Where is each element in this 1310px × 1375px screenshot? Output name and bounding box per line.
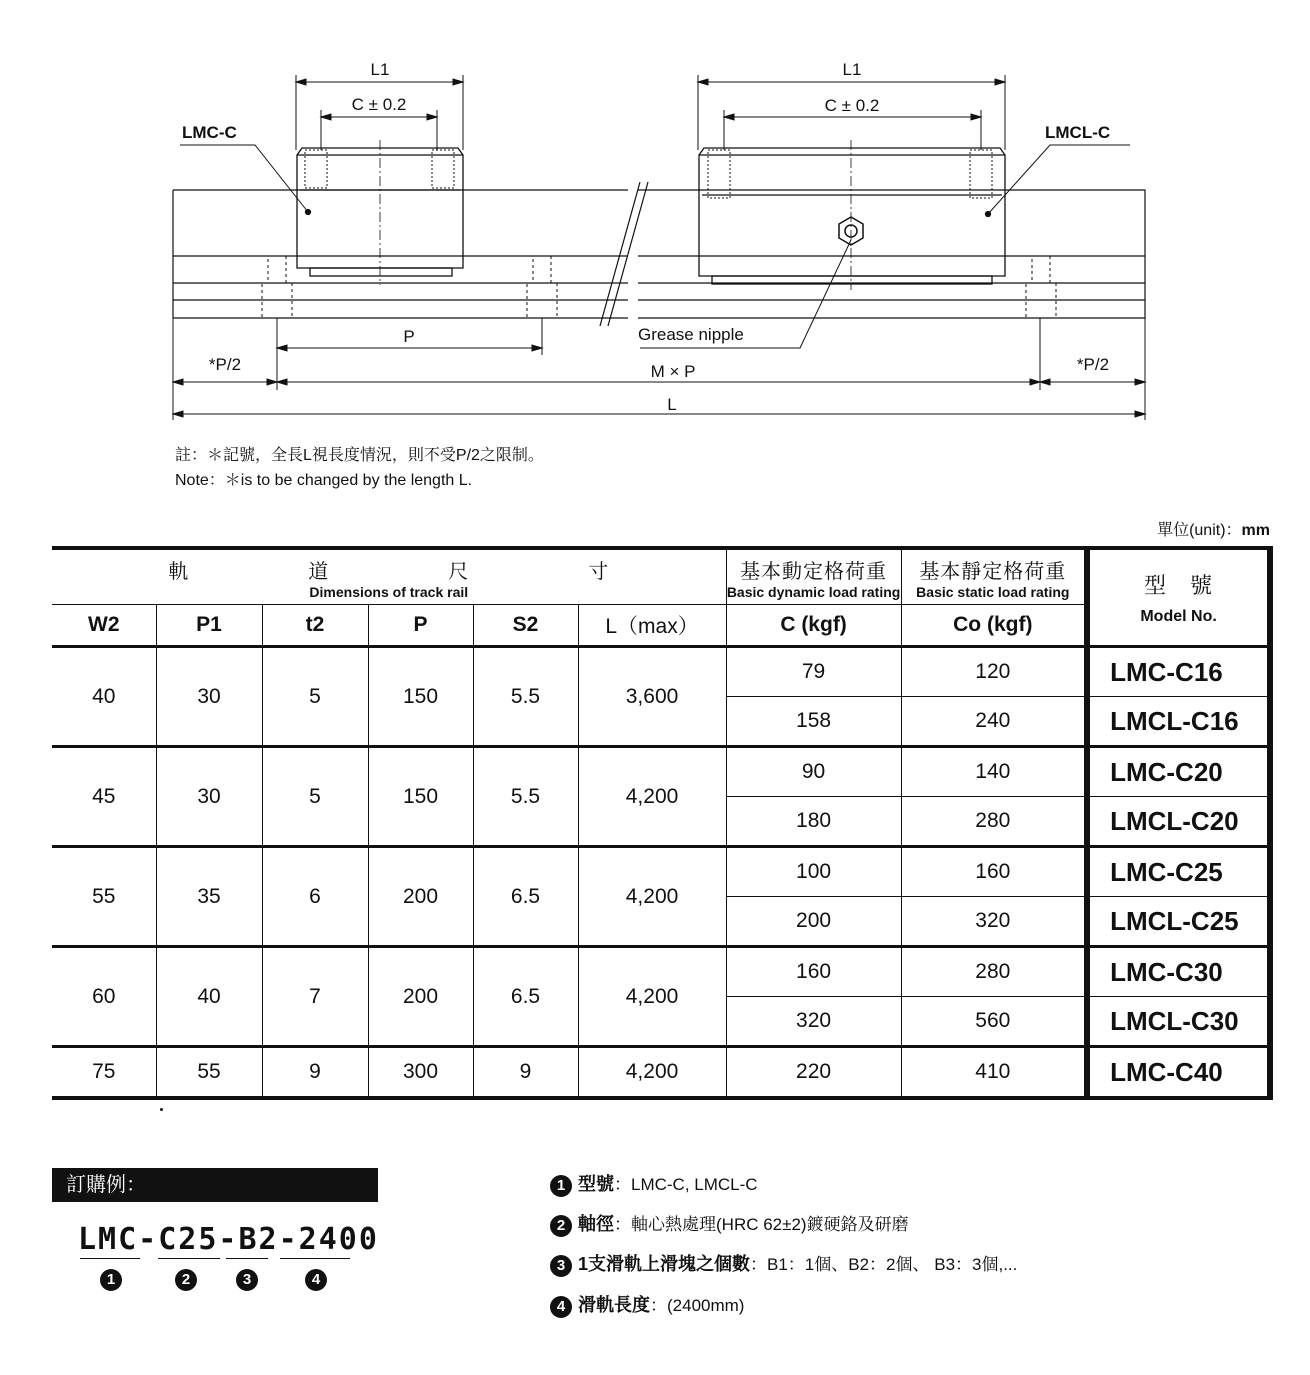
legend-item-2 [550,1210,909,1237]
code-underline-2 [158,1258,220,1259]
cell-s2: 9 [473,1047,578,1099]
block-lmc-c [297,140,463,285]
code-underline-3 [226,1258,268,1259]
cell-c: 158 [726,697,901,747]
dim-cn-2: 道 [308,560,330,583]
cell-c: 160 [726,947,901,997]
marker-2: 2 [175,1269,197,1291]
col-w2: W2 [52,605,156,647]
header-static [901,548,1087,605]
cell-c: 100 [726,847,901,897]
label-p-half-left: *P/2 [208,355,242,374]
cell-t2: 6 [262,847,368,947]
order-example-code: LMC-C25-B2-2400 [78,1222,379,1257]
rail-holes [262,256,1056,318]
cell-p: 150 [368,747,473,847]
legend-label-2: 軸徑 [578,1214,614,1234]
table-row [52,647,1270,697]
cell-model: LMC-C20 [1087,747,1270,797]
cell-co: 120 [901,647,1087,697]
cell-p: 200 [368,847,473,947]
unit-text: 單位(unit)： [1157,522,1242,539]
header-model [1087,548,1270,647]
col-p: P [368,605,473,647]
cell-co: 240 [901,697,1087,747]
cell-p1: 30 [156,747,262,847]
legend-item-3 [550,1250,1017,1277]
col-co: Co (kgf) [901,605,1087,647]
header-stat-cn: 基本靜定格荷重 [919,560,1067,583]
table-row [52,847,1270,897]
cell-w2: 60 [52,947,156,1047]
legend-item-1 [550,1170,758,1197]
legend-label-4: 滑軌長度 [578,1295,650,1315]
marker-3: 3 [236,1269,258,1291]
legend-text-1: ：LMC-C, LMCL-C [614,1175,758,1194]
stray-dot [160,1108,163,1111]
label-p-half-right: *P/2 [1076,355,1110,374]
cell-model: LMCL-C20 [1087,797,1270,847]
legend-marker-3: 3 [550,1255,572,1277]
legend-label-3: 1支滑軌上滑塊之個數 [578,1254,751,1274]
header-stat-en: Basic static load rating [916,583,1070,600]
cell-c: 90 [726,747,901,797]
cell-p1: 35 [156,847,262,947]
cell-p: 300 [368,1047,473,1099]
label-m-x-p: M × P [650,362,696,381]
note-en: Note：＊is to be changed by the length L. [175,472,473,489]
note-zh: 註：＊記號，全長L視長度情況，則不受P/2之限制。 [175,447,544,464]
cell-co: 140 [901,747,1087,797]
cell-w2: 45 [52,747,156,847]
header-model-cn: 型 號 [1144,573,1214,598]
dim-cn-1: 軌 [168,560,190,583]
legend-marker-1: 1 [550,1175,572,1197]
table-row [52,947,1270,997]
unit-label [1157,517,1270,540]
order-example-label: 訂購例： [52,1168,378,1202]
legend-text-2: ：軸心熱處理(HRC 62±2)鍍硬鉻及研磨 [614,1215,909,1234]
header-dim-en: Dimensions of track rail [309,583,469,600]
cell-s2: 6.5 [473,847,578,947]
label-l1-right: L1 [842,60,862,79]
cell-model: LMCL-C25 [1087,897,1270,947]
cell-model: LMC-C40 [1087,1047,1270,1099]
cell-lmax: 4,200 [578,1047,726,1099]
cell-s2: 6.5 [473,947,578,1047]
label-lmcl-c: LMCL-C [1045,123,1111,142]
legend-label-1: 型號 [578,1174,614,1194]
table-row [52,1047,1270,1099]
col-t2: t2 [262,605,368,647]
cell-p: 150 [368,647,473,747]
cell-c: 180 [726,797,901,847]
header-dyn-en: Basic dynamic load rating [726,583,901,600]
cell-lmax: 4,200 [578,847,726,947]
dim-cn-4: 寸 [588,560,610,583]
cell-model: LMCL-C30 [1087,997,1270,1047]
label-grease-nipple: Grease nipple [638,325,744,344]
label-l1-left: L1 [370,60,390,79]
spec-table [52,546,1273,1100]
cell-co: 280 [901,947,1087,997]
code-underline-4 [280,1258,350,1259]
cell-c: 320 [726,997,901,1047]
cell-t2: 5 [262,747,368,847]
marker-4: 4 [305,1269,327,1291]
block-lmcl-c [699,140,1005,290]
cell-p: 200 [368,947,473,1047]
cell-model: LMC-C16 [1087,647,1270,697]
label-lmc-c: LMC-C [182,123,237,142]
cell-w2: 55 [52,847,156,947]
col-c: C (kgf) [726,605,901,647]
cell-c: 79 [726,647,901,697]
legend-text-4: ：(2400mm) [650,1296,745,1315]
header-dimensions [52,548,726,605]
rail-drawing [0,0,1310,440]
table-row [52,747,1270,797]
col-p1: P1 [156,605,262,647]
code-underline-1 [80,1258,140,1259]
track-rail [173,182,1145,326]
col-lmax: L（max） [578,605,726,647]
cell-t2: 7 [262,947,368,1047]
cell-co: 160 [901,847,1087,897]
cell-w2: 75 [52,1047,156,1099]
marker-1: 1 [100,1269,122,1291]
cell-lmax: 4,200 [578,947,726,1047]
cell-c: 220 [726,1047,901,1099]
label-c-right: C ± 0.2 [824,96,880,115]
cell-model: LMC-C30 [1087,947,1270,997]
label-c-left: C ± 0.2 [351,95,407,114]
cell-co: 410 [901,1047,1087,1099]
cell-t2: 5 [262,647,368,747]
cell-co: 320 [901,897,1087,947]
label-l: L [667,395,677,414]
header-dyn-cn: 基本動定格荷重 [740,560,888,583]
cell-co: 280 [901,797,1087,847]
legend-marker-4: 4 [550,1296,572,1318]
cell-model: LMC-C25 [1087,847,1270,897]
cell-lmax: 3,600 [578,647,726,747]
cell-p1: 40 [156,947,262,1047]
cell-model: LMCL-C16 [1087,697,1270,747]
cell-s2: 5.5 [473,747,578,847]
legend-marker-2: 2 [550,1215,572,1237]
col-s2: S2 [473,605,578,647]
cell-s2: 5.5 [473,647,578,747]
cell-co: 560 [901,997,1087,1047]
cell-lmax: 4,200 [578,747,726,847]
header-dim-cn [52,555,726,584]
header-dynamic [726,548,901,605]
cell-t2: 9 [262,1047,368,1099]
label-p: P [403,327,415,346]
cell-c: 200 [726,897,901,947]
header-model-en: Model No. [1140,608,1217,625]
legend-text-3: ：B1：1個、B2：2個、 B3：3個,... [750,1255,1018,1274]
unit-value: mm [1241,522,1270,539]
cell-p1: 30 [156,647,262,747]
cell-w2: 40 [52,647,156,747]
cell-p1: 55 [156,1047,262,1099]
dim-cn-3: 尺 [448,560,470,583]
legend-item-4 [550,1291,744,1318]
